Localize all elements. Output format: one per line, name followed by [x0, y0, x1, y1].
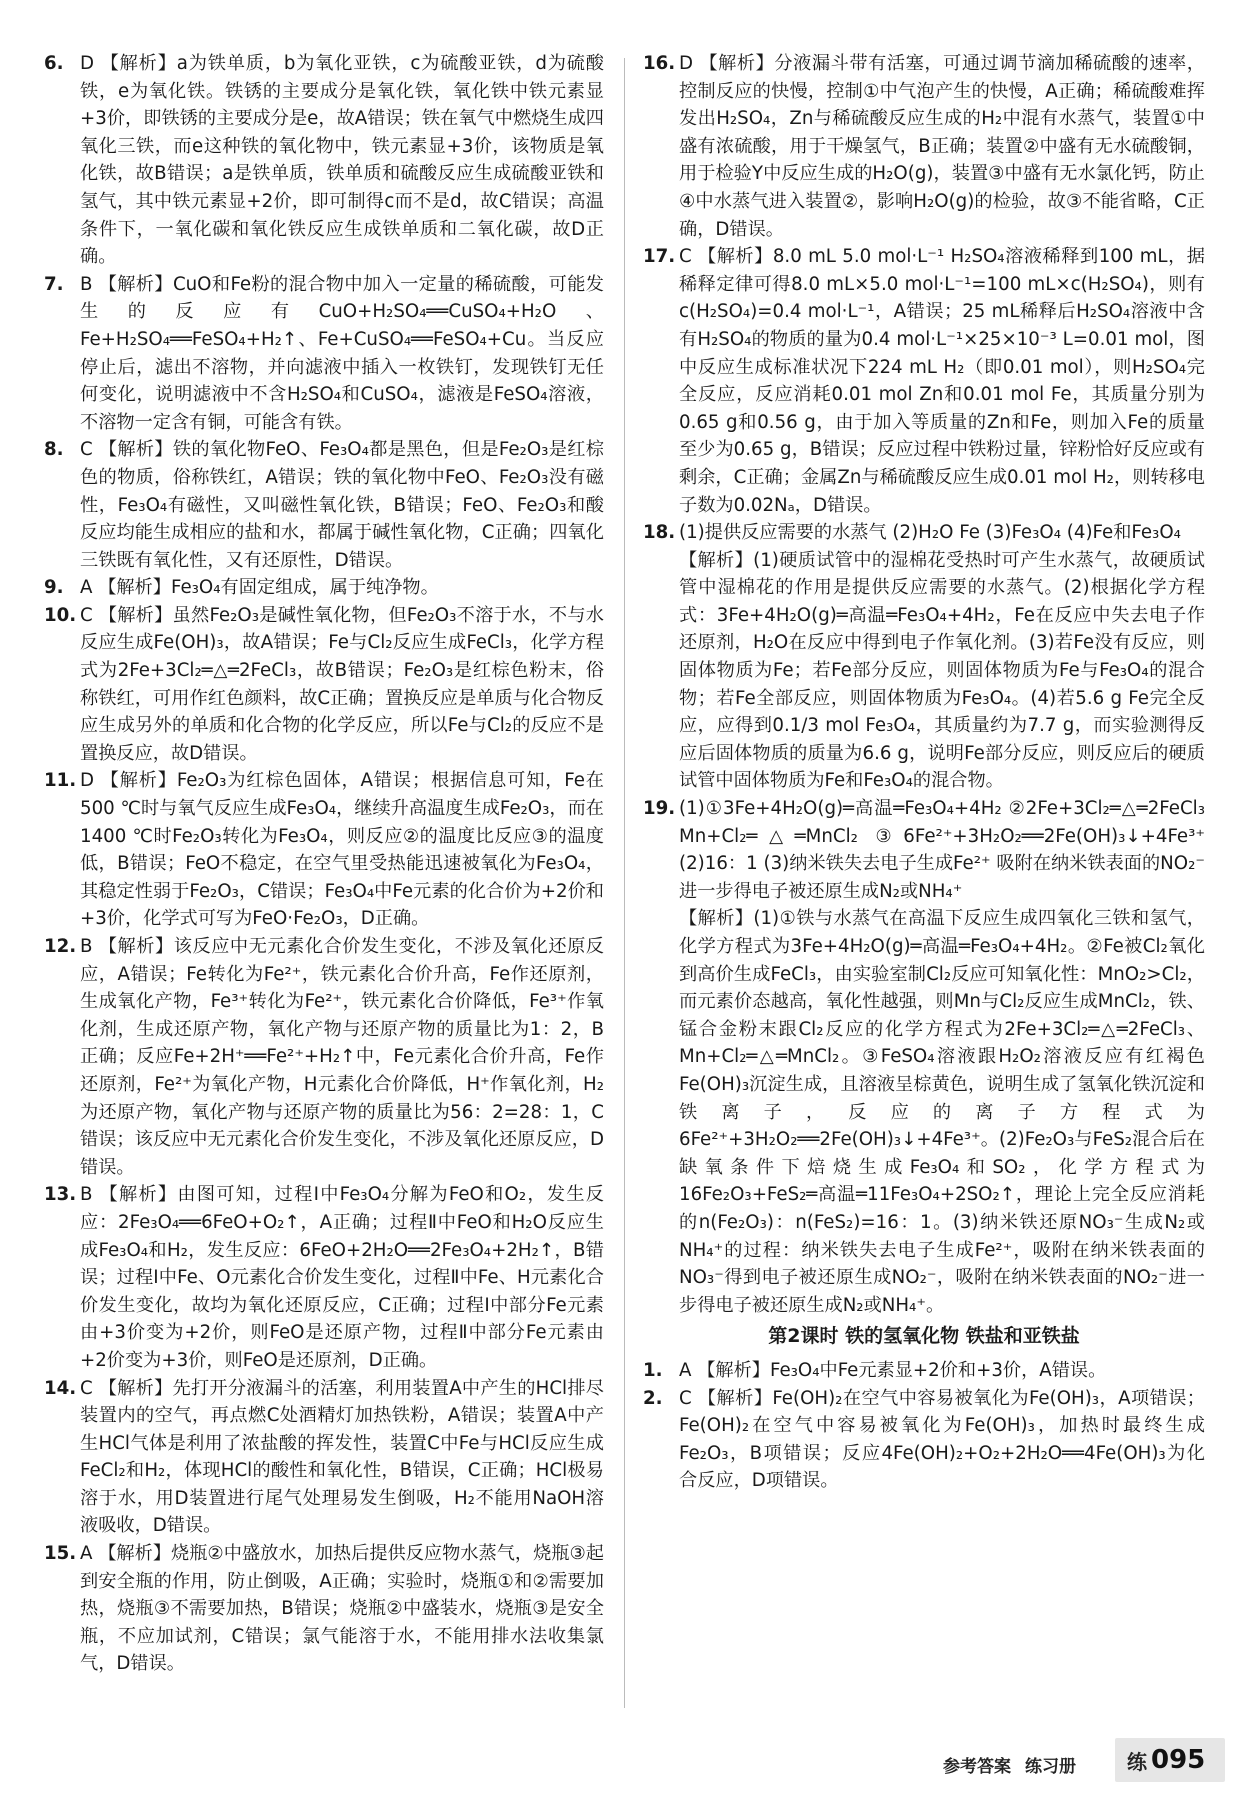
- page-footer: [0, 1732, 1250, 1792]
- answer-text: B 【解析】CuO和Fe粉的混合物中加入一定量的稀硫酸，可能发生的反应有CuO+H₂SO₄══CuSO₄+H₂O、Fe+H₂SO₄══FeSO₄+H₂↑、Fe+CuSO₄══FeSO₄+Cu。当反应停止后，滤出不溶物，并向滤液中插入一枚铁钉，发现铁钉无任何变化，说明滤液中不含H₂SO₄和CuSO₄，滤液是FeSO₄溶液，不溶物一定含有铜，可能含有铁。: [80, 273, 604, 433]
- question-number: 11.: [44, 770, 77, 792]
- question-number: 8.: [44, 439, 64, 461]
- badge-prefix: 练: [1127, 1749, 1147, 1774]
- answer-text: D 【解析】Fe₂O₃为红棕色固体，A错误；根据信息可知，Fe在500 ℃时与氧气反应生成Fe₃O₄，继续升高温度生成Fe₂O₃，而在1400 ℃时Fe₂O₃转化为Fe₃O₄，则反应②的温度比反应③的温度低，B错误；FeO不稳定，在空气里受热能迅速被氧化为Fe₃O₄，其稳定性弱于Fe₂O₃，C错误；Fe₃O₄中Fe元素的化合价为+2价和+3价，化学式可写为FeO·Fe₂O₃，D正确。: [80, 770, 604, 930]
- answer-item-6: [44, 50, 604, 271]
- answer-item-10: [44, 602, 604, 768]
- question-number: 6.: [44, 53, 64, 74]
- page-number: 095: [1151, 1745, 1206, 1775]
- left-column: [44, 50, 604, 1678]
- question-number: 2.: [643, 1387, 663, 1409]
- answer-item-19: [643, 795, 1205, 1319]
- question-number: 9.: [44, 577, 64, 599]
- answer-item-17: [643, 243, 1205, 519]
- footer-book-label: 练习册: [1025, 1757, 1076, 1777]
- question-number: 1.: [643, 1359, 663, 1381]
- answer-item-1: [643, 1357, 1205, 1385]
- answer-text: C 【解析】Fe(OH)₂在空气中容易被氧化为Fe(OH)₃，A项错误；Fe(OH)₂在空气中容易被氧化为Fe(OH)₃，加热时最终生成Fe₂O₃，B项错误；反应4Fe(OH)₂+O₂+2H₂O══4Fe(OH)₃为化合反应，D项错误。: [679, 1387, 1205, 1492]
- question-number: 7.: [44, 273, 64, 295]
- question-number: 15.: [44, 1543, 77, 1565]
- analysis-text: 【解析】(1)硬质试管中的湿棉花受热时可产生水蒸气，故硬质试管中湿棉花的作用是提供反应需要的水蒸气。(2)根据化学方程式：3Fe+4H₂O(g)═高温═Fe₃O₄+4H₂，Fe在反应中失去电子作还原剂，H₂O在反应中得到电子作氧化剂。(3)若Fe没有反应，则固体物质为Fe；若Fe部分反应，则固体物质为Fe与Fe₃O₄的混合物；若Fe全部反应，则固体物质为Fe₃O₄。(4)若5.6 g Fe完全反应，应得到0.1/3 mol Fe₃O₄，其质量约为7.7 g，而实验测得反应后固体物质的质量为6.6 g，说明Fe部分反应，则反应后的硬质试管中固体物质为Fe和Fe₃O₄的混合物。: [679, 549, 1205, 792]
- question-number: 17.: [643, 246, 676, 268]
- answer-text: (1)①3Fe+4H₂O(g)═高温═Fe₃O₄+4H₂ ②2Fe+3Cl₂═△═2FeCl₃ Mn+Cl₂═△═MnCl₂ ③6Fe²⁺+3H₂O₂══2Fe(OH)₃↓+4Fe³⁺ (2)16：1 (3)纳米铁失去电子生成Fe²⁺ 吸附在纳米铁表面的NO₂⁻进一步得电子被还原生成N₂或NH₄⁺: [679, 798, 1205, 902]
- answer-text: A 【解析】Fe₃O₄中Fe元素显+2价和+3价，A错误。: [679, 1359, 1107, 1381]
- answer-item-7: [44, 271, 604, 437]
- right-column: [643, 50, 1205, 1495]
- answer-text: B 【解析】由图可知，过程Ⅰ中Fe₃O₄分解为FeO和O₂，发生反应：2Fe₃O₄══6FeO+O₂↑，A正确；过程Ⅱ中FeO和H₂O反应生成Fe₃O₄和H₂，发生反应：6FeO+2H₂O══2Fe₃O₄+2H₂↑，B错误；过程Ⅰ中Fe、O元素化合价发生变化，过程Ⅱ中Fe、H元素化合价发生变化，故均为氧化还原反应，C正确；过程Ⅰ中部分Fe元素由+3价变为+2价，则FeO是还原产物，过程Ⅱ中部分Fe元素由+2价变为+3价，则FeO是还原剂，D正确。: [80, 1184, 604, 1371]
- answer-text: C 【解析】先打开分液漏斗的活塞，利用装置A中产生的HCl排尽装置内的空气，再点燃C处酒精灯加热铁粉，A错误；装置A中产生HCl气体是利用了浓盐酸的挥发性，装置C中Fe与HCl反应生成FeCl₂和H₂，体现HCl的酸性和氧化性，B错误，C正确；HCl极易溶于水，用D装置进行尾气处理易发生倒吸，H₂不能用NaOH溶液吸收，D错误。: [80, 1377, 604, 1537]
- answer-text: D 【解析】分液漏斗带有活塞，可通过调节滴加稀硫酸的速率，控制反应的快慢，控制①中气泡产生的快慢，A正确；稀硫酸难挥发出H₂SO₄，Zn与稀硫酸反应生成的H₂中混有水蒸气，装置①中盛有浓硫酸，用于干燥氢气，B正确；装置②中盛有无水硫酸铜，用于检验Y中反应生成的H₂O(g)，装置③中盛有无水氯化钙，防止④中水蒸气进入装置②，影响H₂O(g)的检验，故③不能省略，C正确，D错误。: [679, 53, 1205, 240]
- answer-item-15: [44, 1540, 604, 1678]
- answer-item-2: [643, 1385, 1205, 1495]
- answer-item-18: [643, 519, 1205, 795]
- question-number: 13.: [44, 1184, 77, 1206]
- question-number: 16.: [643, 53, 676, 74]
- answer-text: C 【解析】8.0 mL 5.0 mol·L⁻¹ H₂SO₄溶液稀释到100 mL，据稀释定律可得8.0 mL×5.0 mol·L⁻¹=100 mL×c(H₂SO₄)，则有c(H₂SO₄)=0.4 mol·L⁻¹，A错误；25 mL稀释后H₂SO₄溶液中含有H₂SO₄的物质的量为0.4 mol·L⁻¹×25×10⁻³ L=0.01 mol，图中反应生成标准状况下224 mL H₂（即0.01 mol），则H₂SO₄完全反应，反应消耗0.01 mol Zn和0.01 mol Fe，其质量分别为0.65 g和0.56 g，由于加入等质量的Zn和Fe，则加入Fe的质量至少为0.65 g，B错误；反应过程中铁粉过量，锌粉恰好反应或有剩余，C正确；金属Zn与稀硫酸反应生成0.01 mol H₂，则转移电子数为0.02Nₐ，D错误。: [679, 246, 1205, 516]
- answer-text: B 【解析】该反应中无元素化合价发生变化，不涉及氧化还原反应，A错误；Fe转化为Fe²⁺，铁元素化合价升高，Fe作还原剂，生成氧化产物，Fe³⁺转化为Fe²⁺，铁元素化合价降低，Fe³⁺作氧化剂，生成还原产物，氧化产物与还原产物的质量比为1：2，B正确；反应Fe+2H⁺══Fe²⁺+H₂↑中，Fe元素化合价升高，Fe作还原剂，Fe²⁺为氧化产物，H元素化合价降低，H⁺作氧化剂，H₂为还原产物，氧化产物与还原产物的质量比为56：2=28：1，C错误；该反应中无元素化合价发生变化，不涉及氧化还原反应，D错误。: [80, 936, 604, 1178]
- answer-text: A 【解析】烧瓶②中盛放水，加热后提供反应物水蒸气，烧瓶③起到安全瓶的作用，防止倒吸，A正确；实验时，烧瓶①和②需要加热，烧瓶③不需要加热，B错误；烧瓶②中盛装水，烧瓶③是安全瓶，不应加试剂，C错误；氯气能溶于水，不能用排水法收集氯气，D错误。: [80, 1543, 604, 1675]
- answer-item-12: [44, 933, 604, 1181]
- analysis-text: 【解析】(1)①铁与水蒸气在高温下反应生成四氧化三铁和氢气，化学方程式为3Fe+4H₂O(g)═高温═Fe₃O₄+4H₂。②Fe被Cl₂氧化到高价生成FeCl₃，由实验室制Cl₂反应可知氧化性：MnO₂>Cl₂，而元素价态越高，氧化性越强，则Mn与Cl₂反应生成MnCl₂，铁、锰合金粉末跟Cl₂反应的化学方程式为2Fe+3Cl₂═△═2FeCl₃、Mn+Cl₂═△═MnCl₂。③FeSO₄溶液跟H₂O₂溶液反应有红褐色Fe(OH)₃沉淀生成，且溶液呈棕黄色，说明生成了氢氧化铁沉淀和铁离子，反应的离子方程式为6Fe²⁺+3H₂O₂══2Fe(OH)₃↓+4Fe³⁺。(2)Fe₂O₃与FeS₂混合后在缺氧条件下焙烧生成Fe₃O₄和SO₂，化学方程式为16Fe₂O₃+FeS₂═高温═11Fe₃O₄+2SO₂↑，理论上完全反应消耗的n(Fe₂O₃)：n(FeS₂)=16：1。(3)纳米铁还原NO₃⁻生成N₂或NH₄⁺的过程：纳米铁失去电子生成Fe²⁺，吸附在纳米铁表面的NO₃⁻得到电子被还原生成NO₂⁻，吸附在纳米铁表面的NO₂⁻进一步得电子被还原生成N₂或NH₄⁺。: [679, 908, 1205, 1316]
- answer-item-8: [44, 436, 604, 574]
- answer-item-13: [44, 1181, 604, 1374]
- question-number: 14.: [44, 1377, 77, 1399]
- answer-item-14: [44, 1375, 604, 1541]
- answer-item-9: [44, 574, 604, 602]
- question-number: 10.: [44, 604, 77, 626]
- footer-labels: [943, 1752, 1090, 1777]
- footer-answers-label: 参考答案: [943, 1757, 1011, 1777]
- page-number-badge: [1115, 1738, 1225, 1782]
- answer-text: A 【解析】Fe₃O₄有固定组成，属于纯净物。: [80, 577, 439, 599]
- answer-text: C 【解析】虽然Fe₂O₃是碱性氧化物，但Fe₂O₃不溶于水，不与水反应生成Fe(OH)₃，故A错误；Fe与Cl₂反应生成FeCl₃，化学方程式为2Fe+3Cl₂═△═2FeCl₃，故B错误；Fe₂O₃是红棕色粉末，俗称铁红，可用作红色颜料，故C正确；置换反应是单质与化合物反应生成另外的单质和化合物的化学反应，所以Fe与Cl₂的反应不是置换反应，故D错误。: [80, 604, 604, 764]
- answer-item-16: [643, 50, 1205, 243]
- column-divider: [624, 58, 625, 1708]
- question-number: 12.: [44, 936, 77, 957]
- question-number: 19.: [643, 798, 676, 820]
- question-number: 18.: [643, 522, 676, 544]
- answer-item-11: [44, 767, 604, 933]
- lesson-title: 第2课时 铁的氢氧化物 铁盐和亚铁盐: [768, 1325, 1080, 1348]
- answer-text: (1)提供反应需要的水蒸气 (2)H₂O Fe (3)Fe₃O₄ (4)Fe和Fe₃O₄: [679, 522, 1181, 544]
- answer-text: D 【解析】a为铁单质，b为氧化亚铁，c为硫酸亚铁，d为硫酸铁，e为氧化铁。铁锈的主要成分是氧化铁，氧化铁中铁元素显+3价，即铁锈的主要成分是e，故A错误；铁在氧气中燃烧生成四氧化三铁，而e这种铁的氧化物中，铁元素显+3价，该物质是氧化铁，故B错误；a是铁单质，铁单质和硫酸反应生成硫酸亚铁和氢气，其中铁元素显+2价，即可制得c而不是d，故C错误；高温条件下，一氧化碳和氧化铁反应生成铁单质和二氧化碳，故D正确。: [80, 53, 604, 268]
- answer-text: C 【解析】铁的氧化物FeO、Fe₃O₄都是黑色，但是Fe₂O₃是红棕色的物质，俗称铁红，A错误；铁的氧化物中FeO、Fe₂O₃没有磁性，Fe₃O₄有磁性，又叫磁性氧化铁，B错误；FeO、Fe₂O₃和酸反应均能生成相应的盐和水，都属于碱性氧化物，C正确；四氧化三铁既有氧化性，又有还原性，D错误。: [80, 439, 604, 571]
